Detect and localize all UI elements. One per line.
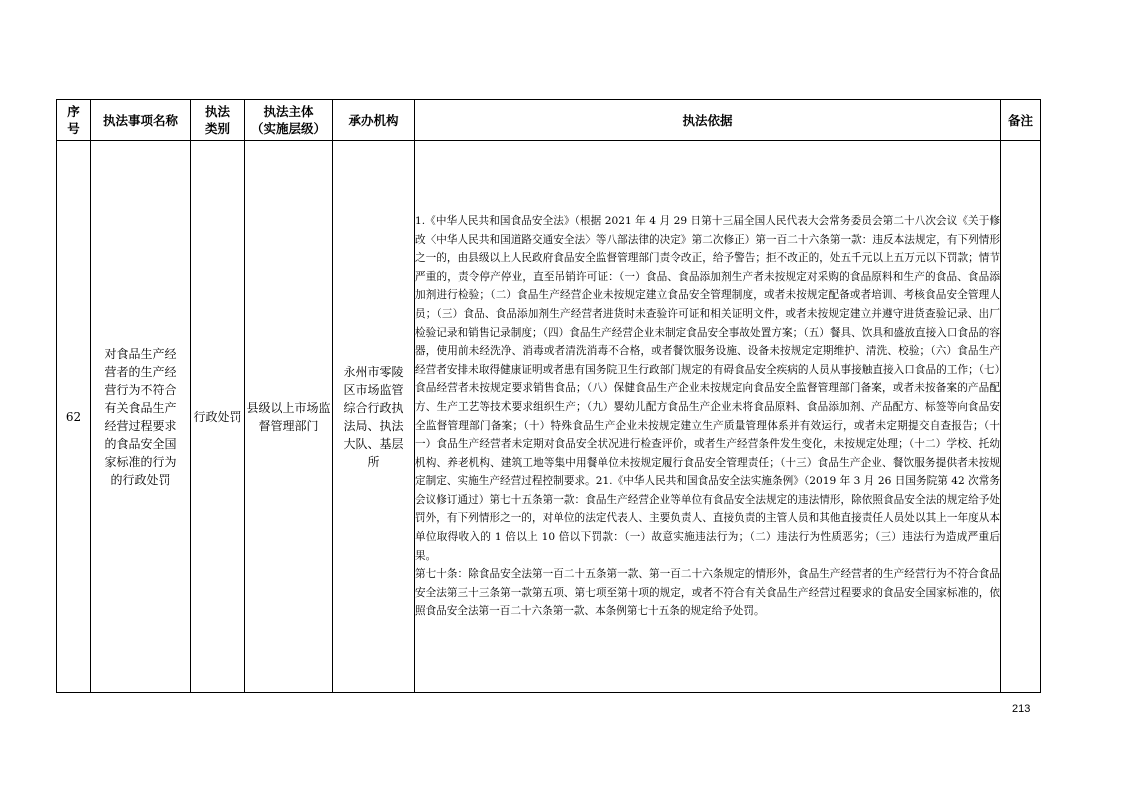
header-row	[57, 100, 1041, 141]
cell-basis	[415, 141, 1001, 693]
header-subject-line2: （实施层级）	[250, 121, 326, 136]
cell-subject: 县级以上市场监督管理部门	[245, 141, 333, 693]
table-row	[57, 141, 1041, 693]
header-seq	[57, 100, 91, 141]
header-category-line1: 执法	[204, 104, 230, 119]
cell-category: 行政处罚	[191, 141, 245, 693]
page-number: 213	[1012, 703, 1031, 715]
enforcement-table	[56, 99, 1041, 693]
cell-org: 永州市零陵区市场监管综合行政执法局、执法大队、基层所	[333, 141, 415, 693]
header-name: 执法事项名称	[91, 100, 191, 141]
header-seq-line2: 号	[67, 121, 80, 136]
cell-name: 对食品生产经营者的生产经营行为不符合有关食品生产经营过程要求的食品安全国家标准的行为的行政处罚	[91, 141, 191, 693]
header-org: 承办机构	[333, 100, 415, 141]
header-seq-line1: 序	[67, 104, 80, 119]
header-subject	[245, 100, 333, 141]
cell-seq: 62	[57, 141, 91, 693]
cell-remarks	[1001, 141, 1041, 693]
basis-paragraph-2: 第七十条：除食品安全法第一百二十五条第一款、第一百二十六条规定的情形外，食品生产经营者的生产经营行为不符合食品安全法第三十三条第一款第五项、第七项至第十项的规定，或者不符合有关食品生产经营过程要求的食品安全国家标准的，依照食品安全法第一百二十六条第一款、本条例第七十五条的规定给予处罚。	[415, 568, 1000, 618]
header-category	[191, 100, 245, 141]
header-subject-line1: 执法主体	[263, 104, 314, 119]
header-basis: 执法依据	[415, 100, 1001, 141]
header-category-line2: 类别	[204, 121, 230, 136]
header-remarks: 备注	[1001, 100, 1041, 141]
basis-paragraph-1: 1.《中华人民共和国食品安全法》（根据 2021 年 4 月 29 日第十三届全国人民代表大会常务委员会第二十八次会议《关于修改〈中华人民共和国道路交通安全法〉等八部法律的决定》第二次修正）第一百二十六条第一款：违反本法规定，有下列情形之一的，由县级以上人民政府食品安全监督管理部门责令改正，给予警告；拒不改正的，处五千元以上五万元以下罚款；情节严重的，责令停产停业，直至吊销许可证：（一）食品、食品添加剂生产者未按规定对采购的食品原料和生产的食品、食品添加剂进行检验；（二）食品生产经营企业未按规定建立食品安全管理制度，或者未按规定配备或者培训、考核食品安全管理人员；（三）食品、食品添加剂生产经营者进货时未查验许可证和相关证明文件，或者未按规定建立并遵守进货查验记录、出厂检验记录和销售记录制度；（四）食品生产经营企业未制定食品安全事故处置方案；（五）餐具、饮具和盛放直接入口食品的容器，使用前未经洗净、消毒或者清洗消毒不合格，或者餐饮服务设施、设备未按规定定期维护、清洗、校验；（六）食品生产经营者安排未取得健康证明或者患有国务院卫生行政部门规定的有碍食品安全疾病的人员从事接触直接入口食品的工作；（七）食品经营者未按规定要求销售食品；（八）保健食品生产企业未按规定向食品安全监督管理部门备案，或者未按备案的产品配方、生产工艺等技术要求组织生产；（九）婴幼儿配方食品生产企业未将食品原料、食品添加剂、产品配方、标签等向食品安全监督管理部门备案；（十）特殊食品生产企业未按规定建立生产质量管理体系并有效运行，或者未定期提交自查报告；（十一）食品生产经营者未定期对食品安全状况进行检查评价，或者生产经营条件发生变化，未按规定处理；（十二）学校、托幼机构、养老机构、建筑工地等集中用餐单位未按规定履行食品安全管理责任；（十三）食品生产企业、餐饮服务提供者未按规定制定、实施生产经营过程控制要求。21.《中华人民共和国食品安全法实施条例》（2019 年 3 月 26 日国务院第 42 次常务会议修订通过）第七十五条第一款：食品生产经营企业等单位有食品安全法规定的违法情形，除依照食品安全法的规定给予处罚外，有下列情形之一的，对单位的法定代表人、主要负责人、直接负责的主管人员和其他直接责任人员处以其上一年度从本单位取得收入的 1 倍以上 10 倍以下罚款：（一）故意实施违法行为；（二）违法行为性质恶劣；（三）违法行为造成严重后果。	[415, 214, 1000, 562]
